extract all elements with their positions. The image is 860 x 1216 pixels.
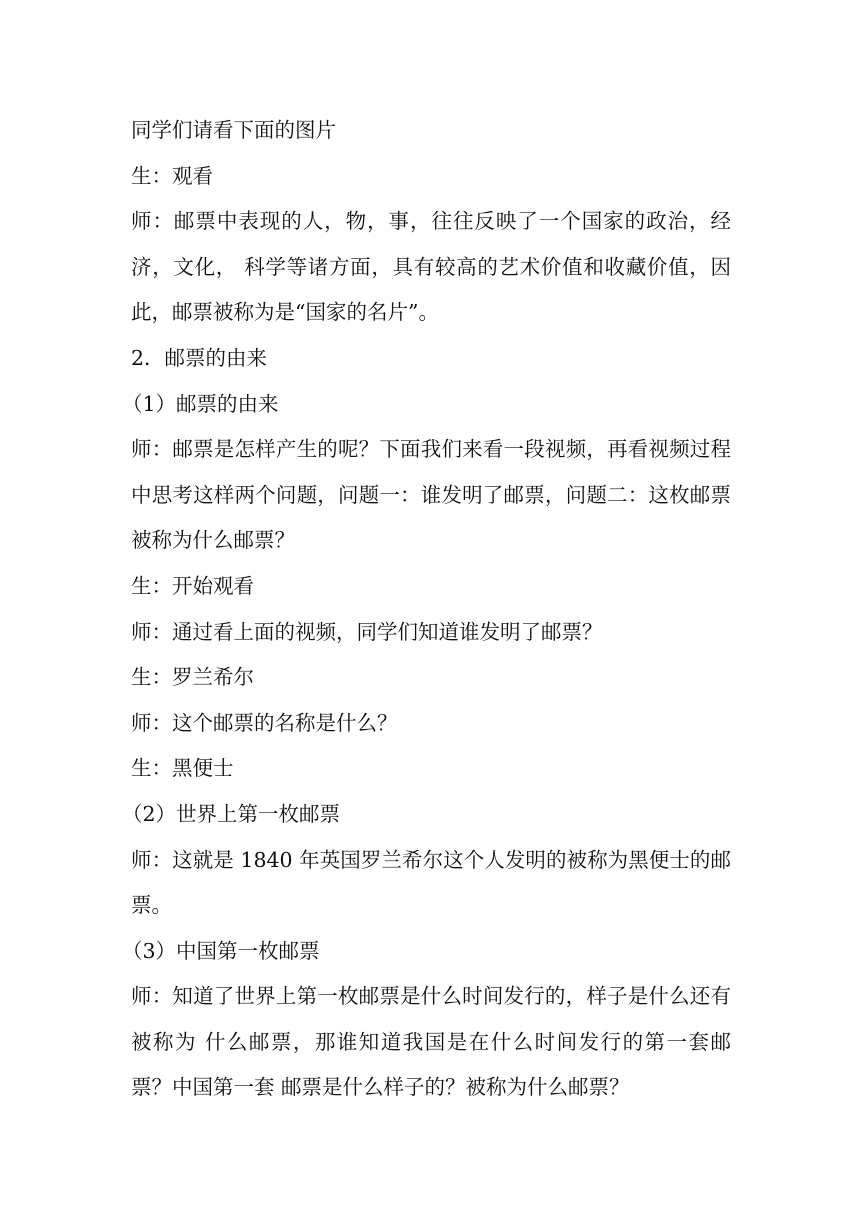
paragraph-intro: 同学们请看下面的图片 [131, 118, 336, 142]
subheading-first-stamp-china: （3）中国第一枚邮票 [122, 938, 320, 963]
subheading-origin: （1）邮票的由来 [122, 391, 279, 416]
paragraph-video-questions: 师：邮票是怎样产生的呢？下面我们来看一段视频，再看视频过程中思考这样两个问题，问题一：谁发明了邮票，问题二：这枚邮票被称为什么邮票？ [131, 437, 731, 553]
paragraph-china-first-stamp: 师：知道了世界上第一枚邮票是什么时间发行的，样子是什么还有被称为 什么邮票，那谁知道我国是在什么时间发行的第一套邮票？中国第一套 邮票是什么样子的？被称为什么邮票？ [131, 984, 731, 1100]
paragraph-stamp-meaning: 师：邮票中表现的人，物，事，往往反映了一个国家的政治，经济，文化， 科学等诸方面，具有较高的艺术价值和收藏价值，因此，邮票被称为是“国家的名片”。 [131, 209, 731, 325]
paragraph-teacher-who-invented: 师：通过看上面的视频，同学们知道谁发明了邮票？ [131, 619, 603, 644]
paragraph-student-start-watch: 生：开始观看 [131, 573, 254, 598]
subheading-first-stamp-world: （2）世界上第一枚邮票 [122, 801, 341, 826]
paragraph-student-rowland-hill: 生：罗兰希尔 [131, 665, 254, 690]
document-body [122, 108, 731, 1111]
section-heading-origin: 2．邮票的由来 [131, 345, 268, 370]
paragraph-student-penny-black: 生：黑便士 [131, 756, 234, 781]
paragraph-student-watch: 生：观看 [131, 163, 213, 188]
paragraph-1840-stamp: 师：这就是 1840 年英国罗兰希尔这个人发明的被称为黑便士的邮票。 [131, 847, 731, 918]
paragraph-teacher-stamp-name: 师：这个邮票的名称是什么？ [131, 710, 398, 735]
